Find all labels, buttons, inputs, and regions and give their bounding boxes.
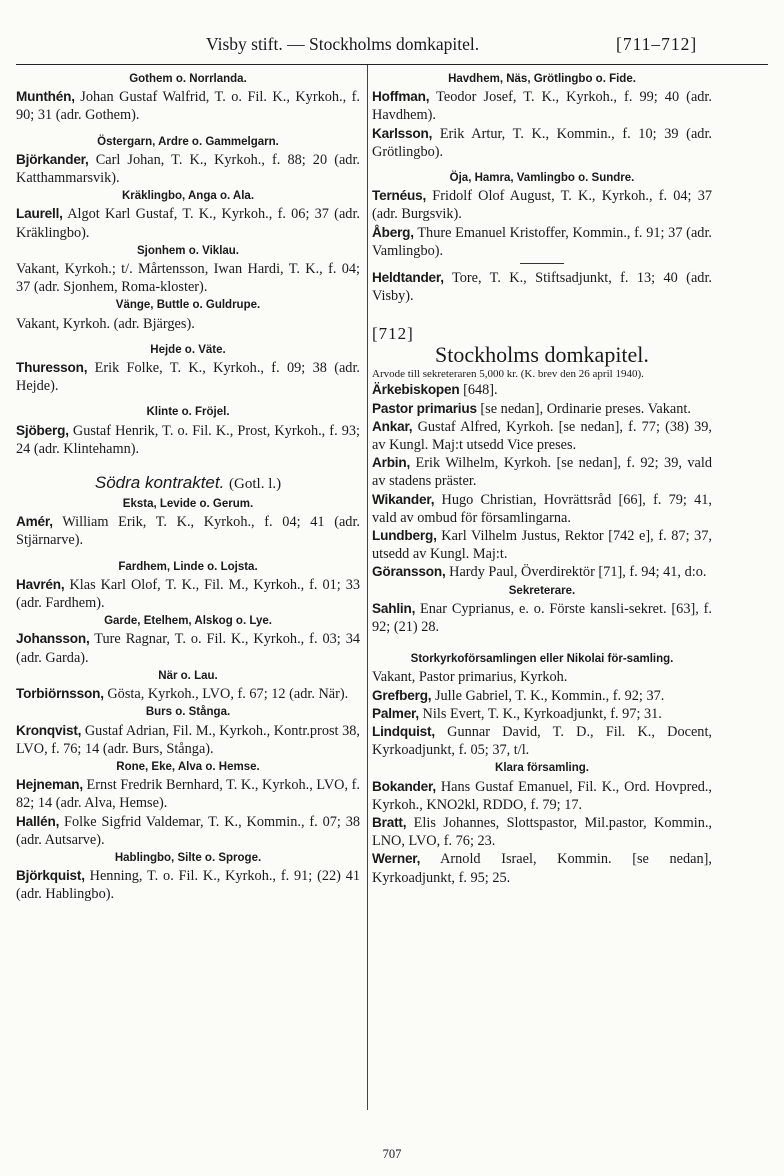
entry <box>372 224 712 260</box>
entry-text: Julle Gabriel, T. K., Kommin., f. 92; 37. <box>434 687 665 704</box>
entry-name: Johansson, <box>16 631 90 647</box>
entry-text: Thure Emanuel Kristoffer, Kommin., f. 91; 37 (adr. Vamlingbo). <box>372 224 712 259</box>
entry <box>372 418 712 454</box>
entry-name: Ankar, <box>372 418 413 434</box>
entry-name: Arbin, <box>372 455 411 471</box>
entry-text: Erik Wilhelm, Kyrkoh. [se nedan], f. 92; 39, vald av stadens präster. <box>372 455 712 490</box>
section-heading: Sjonhem o. Viklau. <box>136 244 240 257</box>
entry-text: Henning, T. o. Fil. K., Kyrkoh., f. 91; (22) 41 (adr. Hablingbo). <box>16 868 360 903</box>
entry-text: Gustaf Henrik, T. o. Fil. K., Prost, Kyrkoh., f. 93; 24 (adr. Klintehamn). <box>16 422 360 457</box>
entry-name: Ärkebiskopen <box>372 382 460 398</box>
entry <box>16 867 360 903</box>
entry <box>372 705 712 723</box>
section-heading: Gothem o. Norrlanda. <box>129 73 247 85</box>
section-heading: Eksta, Levide o. Gerum. <box>122 498 254 511</box>
running-header <box>0 34 784 64</box>
entry-text: Fridolf Olof August, T. K., Kyrkoh., f. 04; 37 (adr. Burgsvik). <box>372 188 713 223</box>
entry <box>16 776 360 812</box>
entry <box>16 315 360 333</box>
entry-name: Göransson, <box>372 564 446 580</box>
entry-text: Enar Cyprianus, e. o. Förste kansli-sekret. [63], f. 92; (21) 28. <box>372 600 712 635</box>
entry-name: Grefberg, <box>372 687 432 703</box>
note-text: Arvode till sekreteraren 5,000 kr. (K. brev den 26 april 1940). <box>372 367 644 380</box>
entry-name: Heldtander, <box>372 270 444 286</box>
section-heading: Garde, Etelhem, Alskog o. Lye. <box>104 615 272 628</box>
spacer <box>16 458 360 472</box>
entry-text: Vakant, Pastor primarius, Kyrkoh. <box>372 669 568 686</box>
entry-name: Laurell, <box>16 206 63 222</box>
entry-text: Gustaf Adrian, Fil. M., Kyrkoh., Kontr.prost 38, LVO, f. 76; 14 (adr. Burs, Stånga). <box>16 722 361 757</box>
entry <box>372 125 712 161</box>
section-heading: Hablingbo, Silte o. Sproge. <box>114 851 262 864</box>
entry <box>16 151 360 187</box>
section-heading: Burs o. Stånga. <box>145 706 231 719</box>
entry-text: Elis Johannes, Slottspastor, Mil.pastor, Kommin., LNO, LVO, f. 76; 23. <box>372 815 712 850</box>
entry-text: Folke Sigfrid Valdemar, T. K., Kommin., f. 07; 38 (adr. Autsarve). <box>16 813 360 848</box>
section-heading: Kräklingbo, Anga o. Ala. <box>121 190 255 203</box>
entry-text: Gustaf Alfred, Kyrkoh. [se nedan], f. 77; (38) 39, av Kungl. Maj:t utsedd Vice preses. <box>372 418 713 453</box>
spacer <box>16 125 360 133</box>
entry <box>372 527 712 563</box>
entry-text: Algot Karl Gustaf, T. K., Kyrkoh., f. 06; 37 (adr. Kräklingbo). <box>16 206 360 241</box>
section-heading: Klara församling. <box>495 762 589 775</box>
page-mark: [712] <box>372 324 414 344</box>
entry-text: Gunnar David, T. D., Fil. K., Docent, Kyrkoadjunkt, f. 05; 37, t/l. <box>372 724 712 759</box>
entry-text: Erik Artur, T. K., Kommin., f. 10; 39 (adr. Grötlingbo). <box>372 125 712 160</box>
spacer <box>372 305 712 319</box>
entry-text: Hugo Christian, Hovrättsråd [66], f. 79; 41, vald av ombud för församlingarna. <box>372 491 712 526</box>
entry-name: Sjöberg, <box>16 422 69 438</box>
section-heading: Vänge, Buttle o. Guldrupe. <box>115 299 261 312</box>
section-heading: Öja, Hamra, Vamlingbo o. Sundre. <box>449 172 635 185</box>
spacer <box>372 636 712 650</box>
entry-name: Munthén, <box>16 89 75 105</box>
spacer <box>16 395 360 403</box>
entry-name: Åberg, <box>372 224 414 240</box>
spacer <box>16 333 360 341</box>
entry-text: Klas Karl Olof, T. K., Fil. M., Kyrkoh., f. 01; 33 (adr. Fardhem). <box>16 576 360 612</box>
entry <box>372 88 712 124</box>
entry-name: Björkander, <box>16 151 89 167</box>
entry <box>16 359 360 395</box>
section-heading: Fardhem, Linde o. Lojsta. <box>118 560 258 573</box>
right-column <box>372 70 712 887</box>
kontrakt-title: Södra kontraktet. <box>94 473 230 493</box>
entry <box>372 723 712 759</box>
entry-text: Ernst Fredrik Bernhard, T. K., Kyrkoh., LVO, f. 82; 14 (adr. Alva, Hemse). <box>16 777 360 812</box>
entry <box>16 630 360 666</box>
entry <box>16 722 360 758</box>
entry-text: Gösta, Kyrkoh., LVO, f. 67; 12 (adr. När). <box>107 686 349 703</box>
entry-name: Lindquist, <box>372 724 435 739</box>
kontrakt-subtitle: (Gotl. l.) <box>229 476 282 493</box>
header-title: Visby stift. — Stockholms domkapitel. <box>206 34 480 54</box>
entry-text: Hardy Paul, Överdirektör [71], f. 94; 41, d:o. <box>449 564 707 581</box>
separator-rule <box>520 263 564 264</box>
entry-name: Thuresson, <box>16 360 88 376</box>
entry <box>16 813 360 849</box>
section-heading: Klinte o. Fröjel. <box>146 406 230 419</box>
entry-name: Sahlin, <box>372 600 416 616</box>
section-heading: Rone, Eke, Alva o. Hemse. <box>116 760 260 773</box>
entry-text: Karl Vilhelm Justus, Rektor [742 e], f. 87; 37, utsedd av Kungl. Maj:t. <box>372 527 713 563</box>
entry-text: [648]. <box>463 382 498 399</box>
entry <box>372 814 712 850</box>
entry-text: Carl Johan, T. K., Kyrkoh., f. 88; 20 (adr. Katthammarsvik). <box>16 151 360 187</box>
entry-name: Kronqvist, <box>16 722 82 738</box>
spacer <box>16 550 360 558</box>
entry <box>372 600 712 636</box>
section-heading: Havdhem, Näs, Grötlingbo o. Fide. <box>448 73 636 85</box>
entry-text: Ture Ragnar, T. o. Fil. K., Kyrkoh., f. 03; 34 (adr. Garda). <box>16 631 360 666</box>
entry-name: Amér, <box>16 514 53 530</box>
entry-text: Vakant, Kyrkoh. (adr. Bjärges). <box>16 315 195 332</box>
entry-name: Palmer, <box>372 705 419 721</box>
entry-text: William Erik, T. K., Kyrkoh., f. 04; 41 (adr. Stjärnarve). <box>16 514 360 549</box>
entry-text: Teodor Josef, T. K., Kyrkoh., f. 99; 40 (adr. Havdhem). <box>372 89 712 124</box>
entry-name: Werner, <box>372 851 421 867</box>
entry-name: Havrén, <box>16 576 65 592</box>
entry-text: Arnold Israel, Kommin. [se nedan], Kyrkoadjunkt, f. 95; 25. <box>372 851 712 886</box>
entry-text: Tore, T. K., Stiftsadjunkt, f. 13; 40 (adr. Visby). <box>372 270 712 305</box>
entry <box>16 260 360 296</box>
entry-text: Johan Gustaf Walfrid, T. o. Fil. K., Kyrkoh., f. 90; 31 (adr. Gothem). <box>16 89 360 124</box>
entry-text: Erik Folke, T. K., Kyrkoh., f. 09; 38 (adr. Hejde). <box>16 360 361 395</box>
entry-text: Vakant, Kyrkoh.; t/. Mårtensson, Iwan Hardi, T. K., f. 04; 37 (adr. Sjonhem, Roma-kloster). <box>16 261 360 296</box>
entry <box>16 685 360 703</box>
entry-text: Nils Evert, T. K., Kyrkoadjunkt, f. 97; 31. <box>422 705 662 722</box>
section-title: Stockholms domkapitel. <box>435 341 649 367</box>
entry <box>372 269 712 305</box>
entry-name: Pastor primarius <box>372 400 477 416</box>
entry <box>372 687 712 705</box>
entry <box>16 576 360 612</box>
entry <box>372 381 712 399</box>
entry <box>372 850 712 886</box>
section-heading: Sekreterare. <box>508 584 576 597</box>
entry-name: Lundberg, <box>372 527 437 543</box>
entry <box>16 422 360 458</box>
entry-text: [se nedan], Ordinarie preses. Vakant. <box>480 400 691 417</box>
section-heading: Hejde o. Väte. <box>150 343 226 356</box>
entry-name: Bokander, <box>372 778 436 794</box>
entry <box>372 491 712 527</box>
entry-name: Karlsson, <box>372 125 433 141</box>
entry <box>372 187 712 223</box>
entry-name: Hejneman, <box>16 777 83 793</box>
entry-name: Bratt, <box>372 815 407 831</box>
spacer <box>372 161 712 169</box>
column-divider <box>367 65 368 1110</box>
entry <box>372 454 712 490</box>
left-column <box>16 70 360 904</box>
entry-name: Ternéus, <box>372 188 427 204</box>
section-heading: Storkyrkoförsamlingen eller Nikolai för-samling. <box>410 653 674 666</box>
entry-name: Hallén, <box>16 813 60 829</box>
page-number: 707 <box>382 1147 402 1161</box>
entry-name: Björkquist, <box>16 868 85 884</box>
header-rule <box>16 64 768 65</box>
entry-name: Hoffman, <box>372 89 430 105</box>
entry <box>372 400 712 418</box>
entry <box>16 205 360 241</box>
entry <box>16 88 360 124</box>
entry <box>16 513 360 549</box>
header-page-range: [711–712] <box>616 34 698 54</box>
entry-name: Torbiörnsson, <box>16 686 104 702</box>
kontrakt-heading <box>16 472 360 495</box>
entry-name: Wikander, <box>372 491 435 507</box>
entry-text: Hans Gustaf Emanuel, Fil. K., Ord. Hovpred., Kyrkoh., KNO2kl, RDDO, f. 79; 17. <box>372 778 713 813</box>
entry <box>372 668 712 686</box>
section-heading: Östergarn, Ardre o. Gammelgarn. <box>97 135 279 148</box>
section-heading: När o. Lau. <box>158 669 218 682</box>
entry <box>372 563 712 581</box>
entry <box>372 778 712 814</box>
